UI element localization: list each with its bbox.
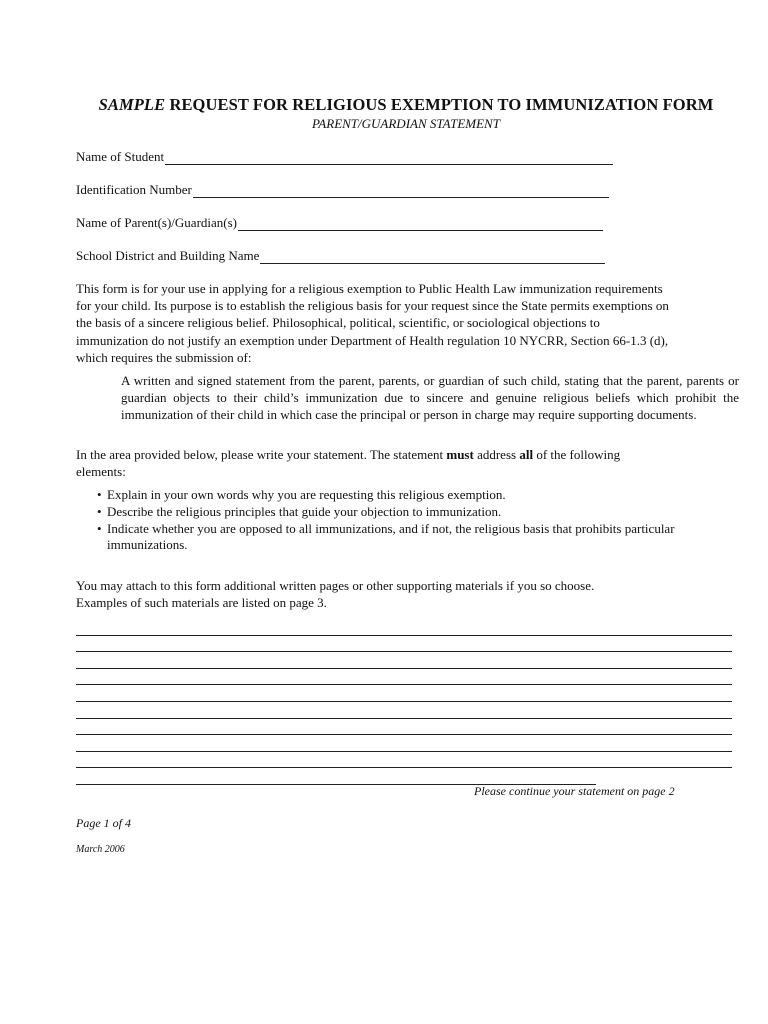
statement-line[interactable] [76,719,732,736]
instruction-line [76,446,736,463]
field-line[interactable] [238,217,603,231]
list-item: • Describe the religious principles that guide your objection to immunization. [97,504,747,521]
statement-area[interactable] [76,619,732,785]
regulation-quote: A written and signed statement from the parent, parents, or guardian of such child, stating that the parent, parents or guardian objects to their child’s immunization due to sincere and genuine religious beliefs which prohibit the immunization of their child in which case the principal or person in charge may require supporting documents. [121,373,739,422]
instruction-all: all [519,447,534,462]
field-label: Identification Number [76,182,192,197]
list-item: • Explain in your own words why you are requesting this religious exemption. [97,487,747,504]
statement-line[interactable] [76,752,732,769]
intro-paragraph [76,280,736,366]
field-label: School District and Building Name [76,248,260,263]
statement-line[interactable] [76,735,732,752]
title-sample: SAMPLE [98,95,166,114]
field-label: Name of Parent(s)/Guardian(s) [76,215,237,230]
attach-paragraph [76,577,736,611]
statement-line[interactable] [76,619,732,636]
statement-line[interactable] [76,685,732,702]
continue-note: Please continue your statement on page 2 [474,784,675,798]
instruction-text: In the area provided below, please write your statement. The statement [76,447,447,462]
school-district-field[interactable] [76,248,605,264]
instruction-text: address [473,447,520,462]
statement-line[interactable] [76,768,596,785]
identification-number-field[interactable] [76,182,609,198]
intro-line: the basis of a sincere religious belief. Philosophical, political, scientific, or sociological objections to [76,315,600,331]
page-number: Page 1 of 4 [76,816,131,830]
intro-line: immunization do not justify an exemption under Department of Health regulation 10 NYCRR, Section 66-1.3 (d), [76,332,669,348]
field-line[interactable] [165,151,613,165]
instruction-must: must [446,447,474,462]
field-line[interactable] [193,184,609,198]
requirements-list [97,487,747,554]
list-item: • Indicate whether you are opposed to all immunizations, and if not, the religious basis that prohibits particular immunizations. [97,521,747,555]
attach-line: You may attach to this form additional written pages or other supporting materials if you so choose. [76,578,595,593]
intro-line: This form is for your use in applying for a religious exemption to Public Health Law immunization requirements [76,281,663,296]
statement-line[interactable] [76,652,732,669]
form-subtitle: PARENT/GUARDIAN STATEMENT [312,116,500,131]
statement-line[interactable] [76,636,732,653]
intro-line: which requires the submission of: [76,349,252,365]
title-text: REQUEST FOR RELIGIOUS EXEMPTION TO IMMUNIZATION FORM [169,95,714,114]
instruction-text: of the following [533,447,621,462]
form-date: March 2006 [76,844,125,855]
parent-guardian-name-field[interactable] [76,215,603,231]
instruction-line: elements: [76,464,126,480]
instruction-paragraph [76,446,736,480]
statement-line[interactable] [76,669,732,686]
statement-line[interactable] [76,702,732,719]
student-name-field[interactable] [76,149,613,165]
intro-line: for your child. Its purpose is to establish the religious basis for your request since the State permits exemptions on [76,298,669,314]
field-line[interactable] [260,250,605,264]
form-title [0,95,768,115]
field-label: Name of Student [76,149,165,164]
attach-line: Examples of such materials are listed on page 3. [76,595,327,611]
